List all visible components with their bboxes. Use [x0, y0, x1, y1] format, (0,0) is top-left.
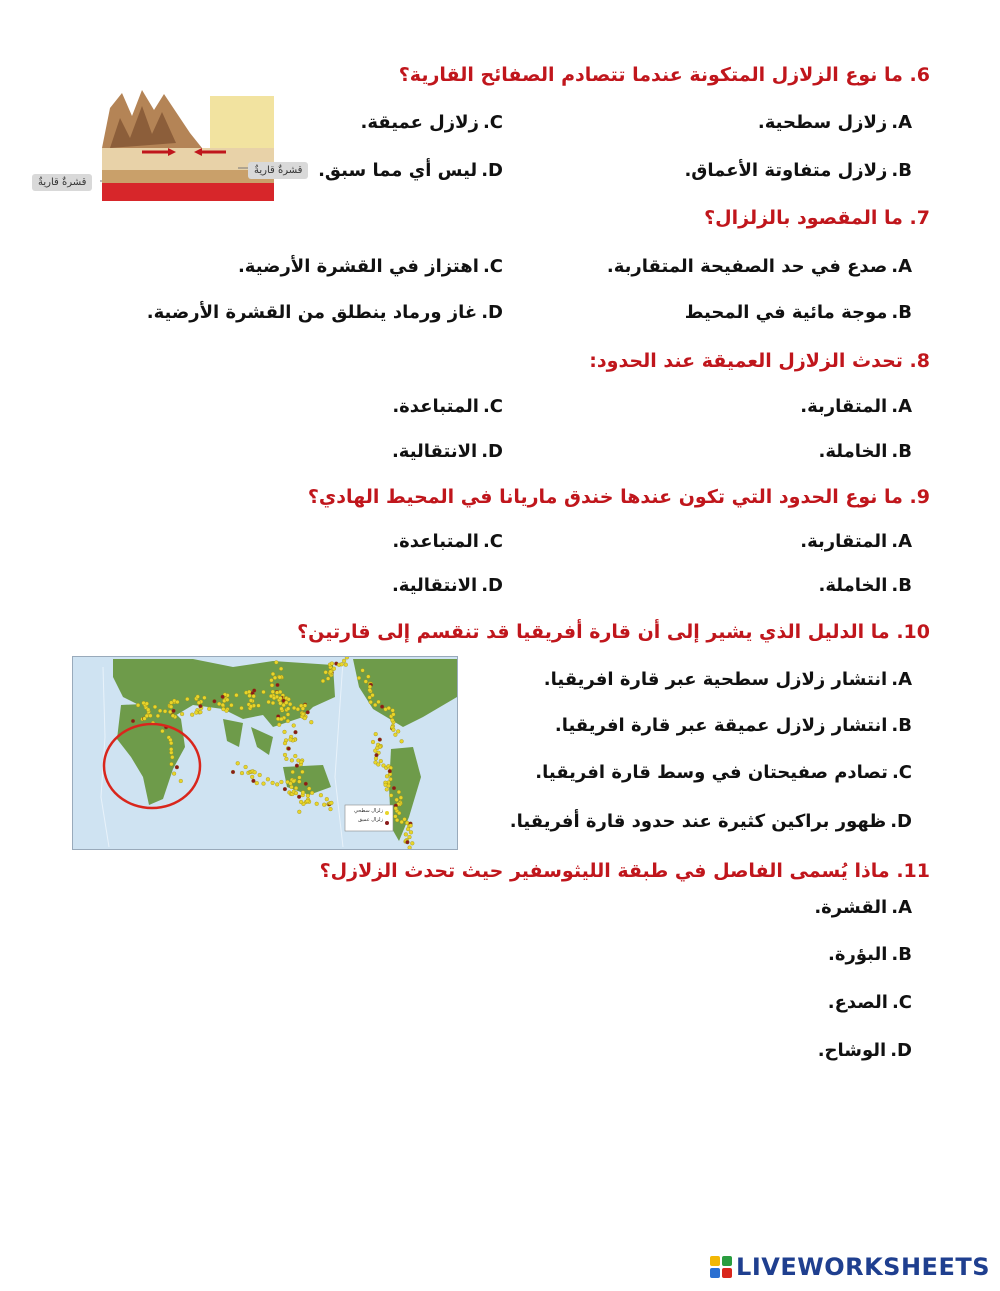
option-letter: D. [481, 302, 503, 323]
option-letter: B. [891, 715, 912, 736]
option-letter: C. [482, 112, 503, 133]
question-6 [399, 64, 930, 86]
option-6a[interactable] [758, 112, 912, 133]
question-text: ما نوع الزلازل المتكونة عندما تتصادم الصفائح القارية؟ [398, 64, 903, 86]
question-7 [704, 207, 930, 229]
option-9d[interactable] [392, 575, 503, 596]
diagram-label-left: قشرةٌ قاريةٌ [32, 174, 92, 191]
option-text: الخاملة. [818, 575, 888, 596]
option-text: المتباعدة. [392, 396, 479, 417]
option-text: انتشار زلازل سطحية عبر قارة افريقيا. [543, 669, 888, 690]
question-text: ماذا يُسمى الفاصل في طبقة الليثوسفير حيث تحدث الزلازل؟ [319, 860, 890, 882]
option-letter: A. [891, 112, 912, 133]
option-10d[interactable] [510, 811, 912, 832]
diagram-label-right: قشرةٌ قاريةٌ [248, 162, 308, 179]
option-9c[interactable] [392, 531, 503, 552]
option-letter: A. [891, 669, 912, 690]
option-text: زلازل عميقة. [360, 112, 479, 133]
option-text: زلازل سطحية. [757, 112, 888, 133]
option-11d[interactable] [818, 1040, 912, 1061]
option-6b[interactable] [684, 160, 912, 181]
option-letter: B. [891, 302, 912, 323]
brand-name: LIVEWORKSHEETS [736, 1253, 990, 1281]
option-letter: C. [482, 531, 503, 552]
option-letter: D. [481, 441, 503, 462]
africa-highlight-circle [73, 657, 457, 849]
liveworksheets-footer [710, 1253, 990, 1281]
option-text: الانتقالية. [391, 441, 478, 462]
option-text: الصدع. [827, 992, 888, 1013]
option-text: القشرة. [814, 897, 888, 918]
option-text: صدع في حد الصفيحة المتقاربة. [606, 256, 888, 277]
option-11a[interactable] [814, 897, 912, 918]
question-text: ما المقصود بالزلزال؟ [704, 207, 903, 229]
option-7a[interactable] [607, 256, 912, 277]
option-text: انتشار زلازل عميقة عبر قارة افريقيا. [554, 715, 888, 736]
option-text: المتقاربة. [800, 531, 888, 552]
option-letter: A. [891, 256, 912, 277]
option-text: زلازل متفاوتة الأعماق. [684, 160, 888, 181]
question-number: 10. [896, 621, 930, 643]
legend-deep-label: زلزال عميق [358, 817, 383, 823]
option-9b[interactable] [819, 575, 912, 596]
option-letter: C. [891, 992, 912, 1013]
option-6c[interactable] [361, 112, 504, 133]
option-letter: D. [481, 575, 503, 596]
question-9 [308, 486, 930, 508]
option-letter: D. [481, 160, 503, 181]
option-letter: C. [482, 396, 503, 417]
option-letter: D. [890, 811, 912, 832]
option-text: الوشاح. [817, 1040, 887, 1061]
question-10 [297, 621, 930, 643]
option-10b[interactable] [555, 715, 912, 736]
question-8 [589, 350, 930, 372]
option-text: اهتزاز في القشرة الأرضية. [237, 256, 479, 277]
earthquake-world-map [72, 656, 458, 850]
option-letter: B. [891, 575, 912, 596]
question-11 [320, 860, 930, 882]
question-number: 8. [909, 350, 930, 372]
option-7d[interactable] [147, 302, 503, 323]
option-6d[interactable] [318, 160, 503, 181]
question-number: 9. [909, 486, 930, 508]
option-8c[interactable] [392, 396, 503, 417]
option-text: موجة مائية في المحيط [684, 302, 888, 323]
liveworksheets-logo-icon [710, 1256, 732, 1278]
option-9a[interactable] [800, 531, 912, 552]
option-text: تصادم صفيحتان في وسط قارة افريقيا. [535, 762, 888, 783]
option-text: ظهور براكين كثيرة عند حدود قارة أفريقيا. [509, 811, 887, 832]
option-8b[interactable] [819, 441, 912, 462]
question-number: 11. [896, 860, 930, 882]
option-letter: B. [891, 441, 912, 462]
option-8d[interactable] [392, 441, 503, 462]
option-letter: A. [891, 531, 912, 552]
question-number: 7. [909, 207, 930, 229]
question-text: تحدث الزلازل العميقة عند الحدود: [589, 350, 903, 372]
option-text: ليس أي مما سبق. [318, 160, 478, 181]
question-text: ما الدليل الذي يشير إلى أن قارة أفريقيا قد تنقسم إلى قارتين؟ [297, 621, 890, 643]
option-11c[interactable] [828, 992, 912, 1013]
option-text: غاز ورماد ينطلق من القشرة الأرضية. [146, 302, 478, 323]
option-11b[interactable] [828, 944, 912, 965]
option-8a[interactable] [800, 396, 912, 417]
option-7b[interactable] [685, 302, 912, 323]
option-letter: D. [890, 1040, 912, 1061]
option-text: المتباعدة. [392, 531, 479, 552]
option-letter: B. [891, 944, 912, 965]
option-7c[interactable] [238, 256, 503, 277]
question-number: 6. [909, 64, 930, 86]
option-letter: A. [891, 396, 912, 417]
option-text: الانتقالية. [391, 575, 478, 596]
legend-shallow-label: زلزال سطحي [354, 808, 383, 814]
option-letter: A. [891, 897, 912, 918]
option-letter: C. [482, 256, 503, 277]
option-letter: C. [891, 762, 912, 783]
option-text: المتقاربة. [800, 396, 888, 417]
plate-collision-diagram [30, 88, 320, 203]
option-10a[interactable] [544, 669, 912, 690]
question-text: ما نوع الحدود التي تكون عندها خندق ماريانا في المحيط الهادي؟ [307, 486, 903, 508]
map-legend [347, 807, 383, 825]
option-text: الخاملة. [818, 441, 888, 462]
option-text: البؤرة. [828, 944, 888, 965]
option-10c[interactable] [535, 762, 912, 783]
option-letter: B. [891, 160, 912, 181]
